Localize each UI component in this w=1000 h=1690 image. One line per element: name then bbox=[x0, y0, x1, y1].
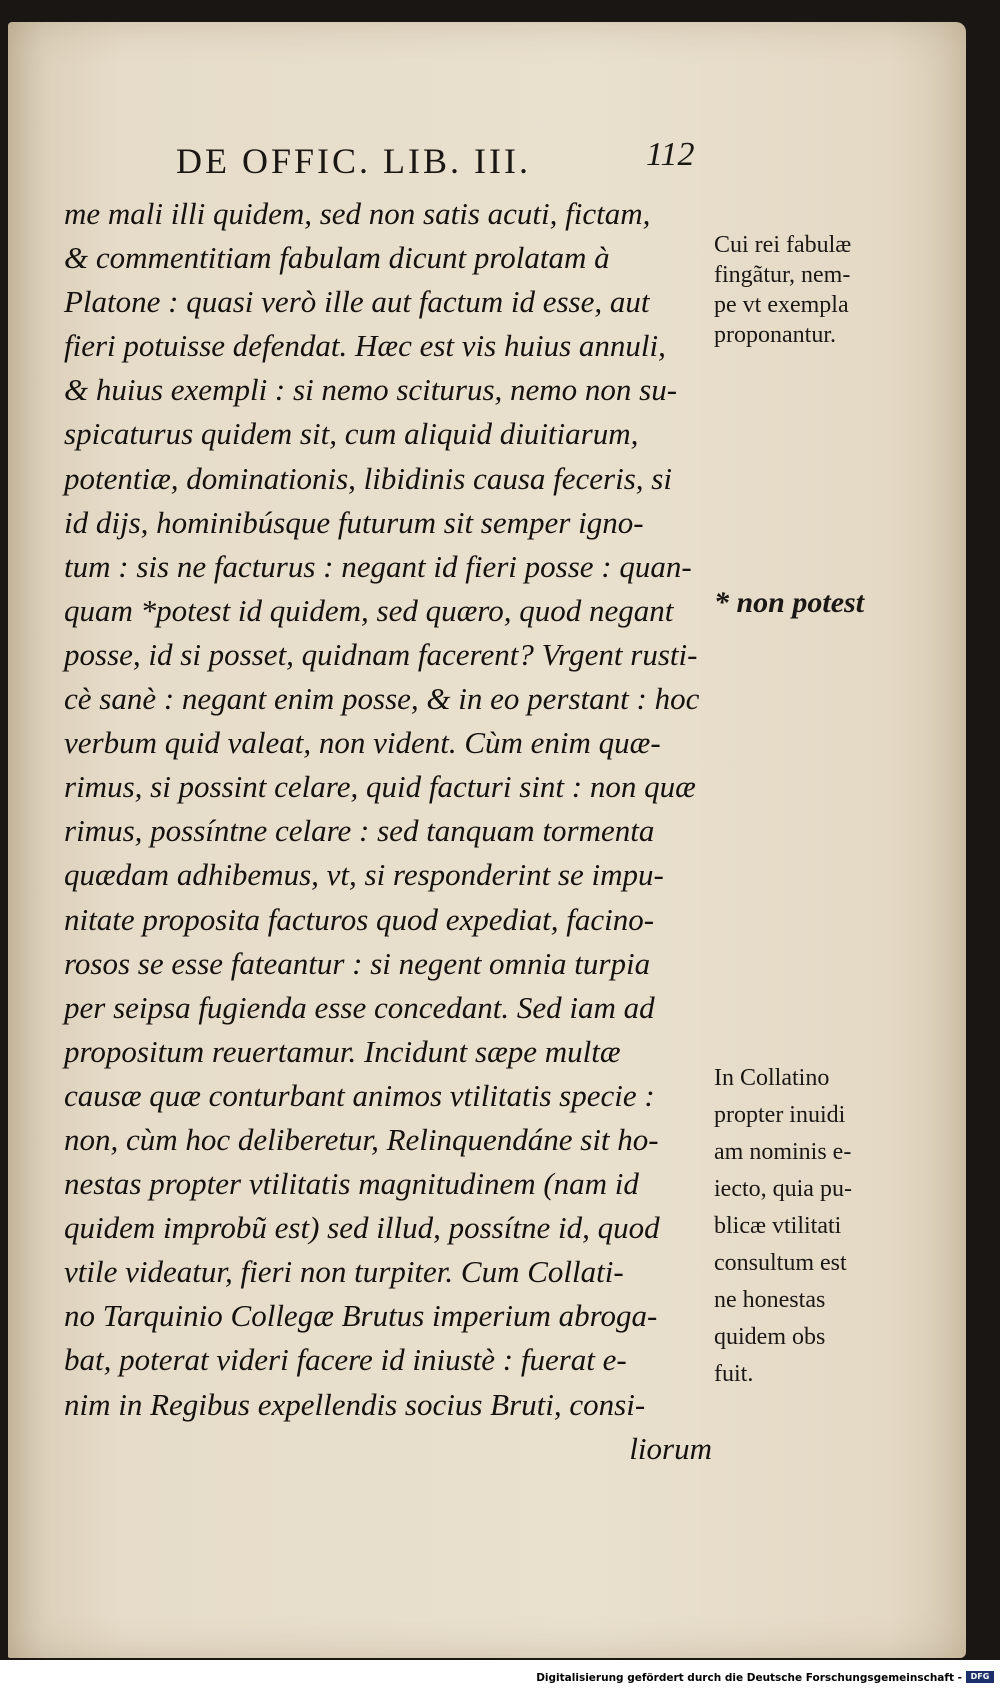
digitization-footer bbox=[0, 1666, 1000, 1690]
marginal-note-line: * non potest bbox=[714, 586, 865, 619]
text-line: potentiæ, dominationis, libidinis causa feceris, si bbox=[64, 460, 672, 496]
text-line: rosos se esse fateantur : si negent omnia turpia bbox=[64, 945, 651, 981]
marginal-note-line: fingãtur, nem- bbox=[714, 262, 851, 288]
text-line: vtile videatur, fieri non turpiter. Cum Collati- bbox=[64, 1254, 624, 1290]
marginal-note-line: ne honestas bbox=[714, 1287, 826, 1313]
marginal-note-line: Cui rei fabulæ bbox=[714, 232, 852, 258]
running-title: DE OFFIC. LIB. III. bbox=[176, 141, 531, 181]
text-line: verbum quid valeat, non vident. Cùm enim quæ- bbox=[64, 725, 661, 761]
text-line: quam *potest id quidem, sed quæro, quod negant bbox=[64, 592, 674, 628]
text-line: spicaturus quidem sit, cum aliquid diuitiarum, bbox=[64, 416, 639, 452]
text-line: nitate proposita facturos quod expediat, facino- bbox=[64, 901, 655, 937]
text-line: & huius exempli : si nemo sciturus, nemo non su- bbox=[64, 372, 678, 408]
text-line: non, cùm hoc deliberetur, Relinquendáne sit ho- bbox=[64, 1121, 659, 1157]
text-line: tum : sis ne facturus : negant id fieri posse : quan- bbox=[64, 548, 692, 584]
marginal-note-line: proponantur. bbox=[714, 322, 836, 348]
text-line: causæ quæ conturbant animos vtilitatis specie : bbox=[64, 1077, 655, 1113]
marginal-note-variant-reading bbox=[714, 588, 914, 618]
text-line: id dijs, hominibúsque futurum sit semper igno- bbox=[64, 504, 644, 540]
marginal-note-line: In Collatino bbox=[714, 1065, 830, 1091]
text-line: & commentitiam fabulam dicunt prolatam à bbox=[64, 240, 610, 276]
text-line: me mali illi quidem, sed non satis acuti, fictam, bbox=[64, 196, 651, 231]
text-line: bat, poterat videri facere id iniustè : fuerat e- bbox=[64, 1342, 627, 1378]
book-page bbox=[8, 22, 966, 1658]
marginal-note-collatinus bbox=[714, 1060, 914, 1393]
text-line: rimus, possíntne celare : sed tanquam tormenta bbox=[64, 813, 655, 849]
text-line: rimus, si possint celare, quid facturi sint : non quæ bbox=[64, 769, 696, 805]
dfg-logo: DFG bbox=[966, 1671, 994, 1683]
text-line: fieri potuisse defendat. Hæc est vis huius annuli, bbox=[64, 328, 666, 364]
marginal-note-line: iecto, quia pu- bbox=[714, 1176, 852, 1202]
marginal-note-line: fuit. bbox=[714, 1361, 754, 1387]
marginal-note-line: blicæ vtilitati bbox=[714, 1213, 842, 1239]
marginal-note-line: consultum est bbox=[714, 1250, 847, 1276]
text-line: cè sanè : negant enim posse, & in eo perstant : hoc bbox=[64, 681, 700, 717]
catchword: liorum bbox=[629, 1430, 712, 1466]
page-number: 112 bbox=[646, 136, 695, 173]
text-line: quidem improbũ est) sed illud, possítne id, quod bbox=[64, 1210, 660, 1246]
text-line: Platone : quasi verò ille aut factum id esse, aut bbox=[64, 284, 650, 320]
marginal-note-line: propter inuidi bbox=[714, 1102, 846, 1128]
main-text-block bbox=[64, 192, 712, 1471]
text-line: nim in Regibus expellendis socius Bruti, consi- bbox=[64, 1386, 646, 1422]
digitization-credit: Digitalisierung gefördert durch die Deutsche Forschungsgemeinschaft - bbox=[536, 1672, 962, 1684]
text-line: posse, id si posset, quidnam facerent? Vrgent rusti- bbox=[64, 636, 698, 672]
marginal-note-line: am nominis e- bbox=[714, 1139, 852, 1165]
text-line: propositum reuertamur. Incidunt sæpe multæ bbox=[64, 1033, 621, 1069]
text-line: no Tarquinio Collegæ Brutus imperium abroga- bbox=[64, 1298, 658, 1334]
marginal-note-line: pe vt exempla bbox=[714, 292, 849, 318]
marginal-note-line: quidem obs bbox=[714, 1324, 826, 1350]
text-line: per seipsa fugienda esse concedant. Sed iam ad bbox=[64, 989, 655, 1025]
text-line: nestas propter vtilitatis magnitudinem (nam id bbox=[64, 1166, 639, 1202]
text-line: quædam adhibemus, vt, si responderint se impu- bbox=[64, 857, 664, 893]
marginal-note-fabula bbox=[714, 230, 914, 350]
